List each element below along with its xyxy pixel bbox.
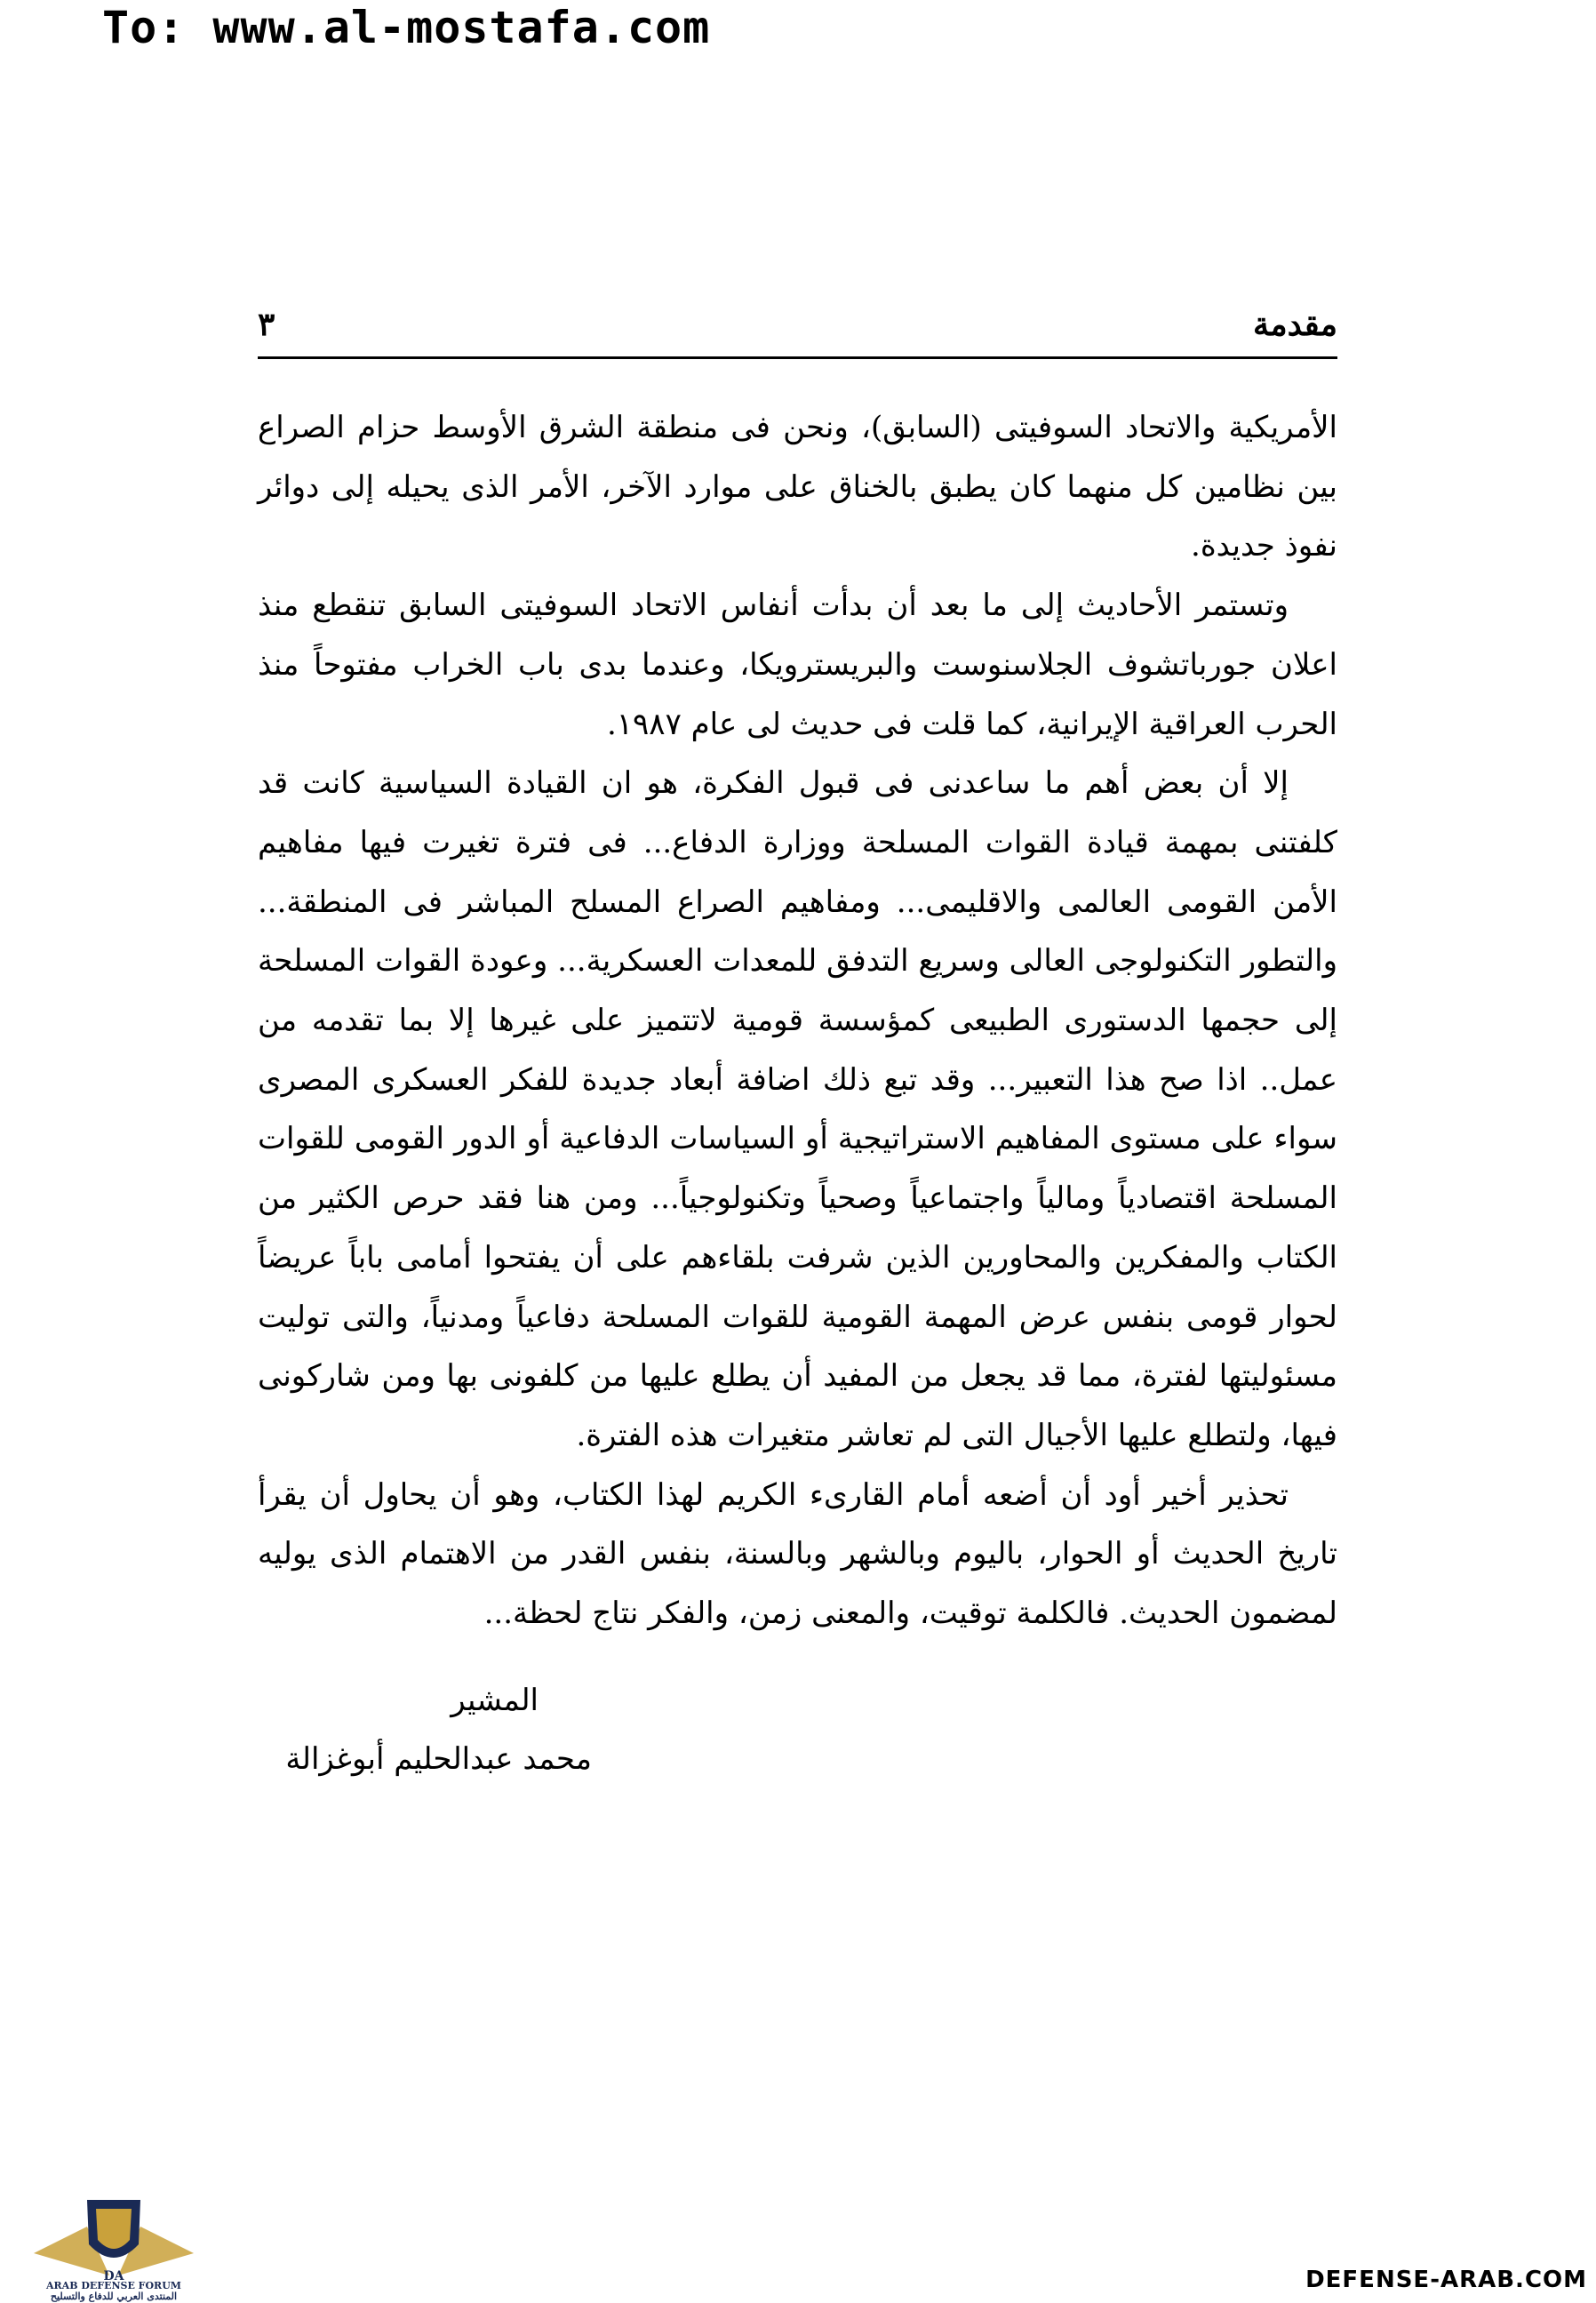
site-watermark: DEFENSE-ARAB.COM (1305, 2267, 1587, 2293)
logo-caption-en: ARAB DEFENSE FORUM (46, 2280, 181, 2291)
source-watermark: To: www.al-mostafa.com (102, 2, 711, 53)
signature-name: محمد عبدالحليم أبوغزالة (285, 1741, 592, 1777)
logo-caption (34, 2281, 194, 2302)
logo-initials: DA (103, 2269, 124, 2283)
signature-rank: المشير (451, 1683, 539, 1718)
section-title: مقدمة (1253, 306, 1337, 343)
paragraph-4: تحذير أخير أود أن أضعه أمام القارىء الكريم لهذا الكتاب، وهو أن يحاول أن يقرأ تاريخ الحديث أو الحوار، باليوم وبالشهر وبالسنة، بنفس القدر من الاهتمام الذى يوليه لمضمون الحديث. فالكلمة توقيت، والمعنى زمن، والفكر نتاج لحظة... (258, 1476, 1337, 1632)
page-number: ٣ (258, 306, 275, 343)
body-text (258, 398, 1337, 1643)
paragraph-2: وتستمر الأحاديث إلى ما بعد أن بدأت أنفاس الاتحاد السوفيتى السابق تنقطع منذ اعلان جورباتشوف الجلاسنوست والبريسترويكا، وعندما بدى باب الخراب مفتوحاً منذ الحرب العراقية الإيرانية، كما قلت فى حديث لى عام ١٩٨٧. (258, 588, 1337, 742)
paragraph-1: الأمريكية والاتحاد السوفيتى (السابق)، ونحن فى منطقة الشرق الأوسط حزام الصراع بين نظامين كل منهما كان يطبق بالخناق على موارد الآخر، الأمر الذى يحيله إلى دوائر نفوذ جديدة. (258, 410, 1337, 564)
signature-block (285, 1671, 592, 1788)
logo-caption-ar: المنتدى العربي للدفاع والتسليح (50, 2291, 178, 2302)
header-rule (258, 356, 1337, 359)
running-head (258, 298, 1337, 351)
paragraph-3: إلا أن بعض أهم ما ساعدنى فى قبول الفكرة، هو ان القيادة السياسية كانت قد كلفتنى بمهمة قيادة القوات المسلحة ووزارة الدفاع... فى فترة تغيرت فيها مفاهيم الأمن القومى العالمى والاقليمى... ومفاهيم الصراع المسلح المباشر فى المنطقة... والتطور التكنولوجى العالى وسريع التدفق للمعدات العسكرية... وعودة القوات المسلحة إلى حجمها الدستورى الطبيعى كمؤسسة قومية لاتتميز على غيرها إلا بما تقدمه من عمل.. اذا صح هذا التعبير... وقد تبع ذلك اضافة أبعاد جديدة للفكر العسكرى المصرى سواء على مستوى المفاهيم الاستراتيجية أو السياسات الدفاعية أو الدور القومى للقوات المسلحة اقتصادياً ومالياً واجتماعياً وصحياً وتكنولوجياً... ومن هنا فقد حرص الكثير من الكتاب والمفكرين والمحاورين الذين شرفت بلقاءهم على أن يفتحوا أمامى باباً عريضاً لحوار قومى بنفس عرض المهمة القومية للقوات المسلحة دفاعياً ومدنياً، والتى توليت مسئوليتها لفترة، مما قد يجعل من المفيد أن يطلع عليها من كلفونى بها ومن شاركونى فيها، ولتطلع عليها الأجيال التى لم تعاشر متغيرات هذه الفترة. (258, 765, 1338, 1453)
